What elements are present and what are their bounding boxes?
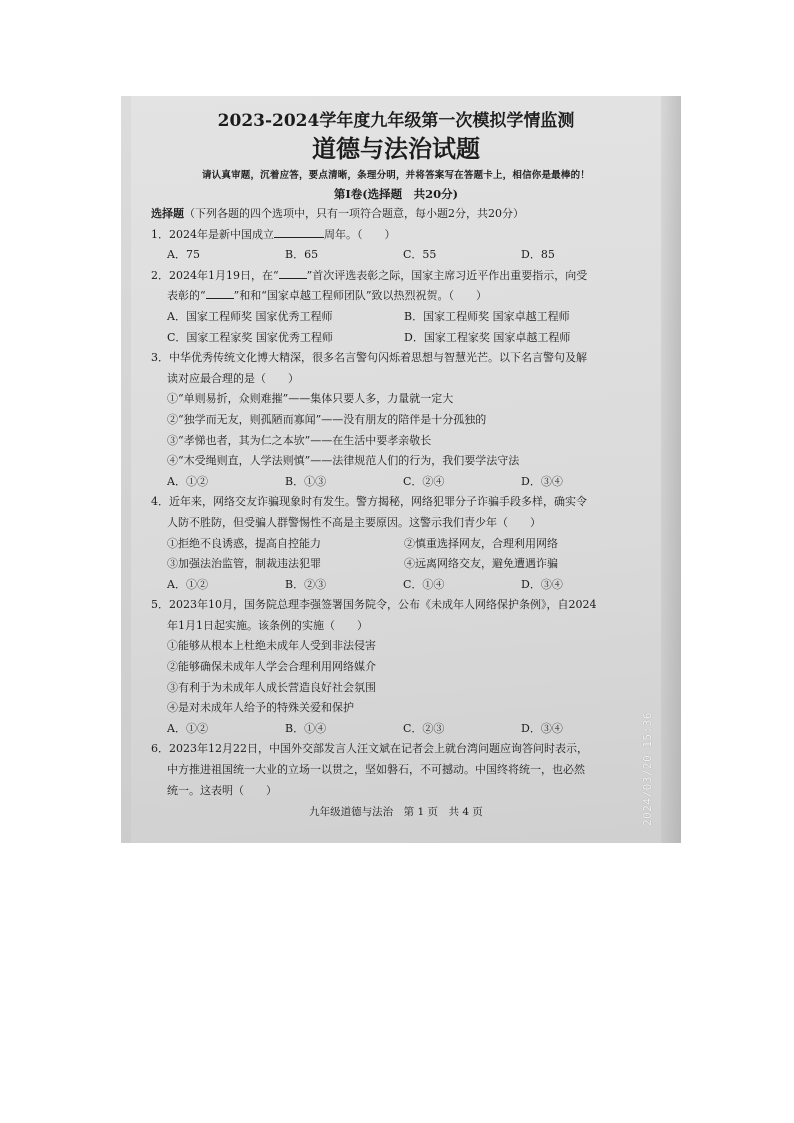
question-1 (151, 225, 641, 266)
stem-text: ”和和“国家卓越工程师团队”致以热烈祝贺。（ ） (233, 289, 487, 303)
question-stem: 4．近年来，网络交友诈骗现象时有发生。警方揭秘，网络犯罪分子诈骗手段多样，确实令 (151, 495, 587, 509)
statement-item: ④是对未成年人给予的特殊关爱和保护 (167, 701, 354, 715)
option-b: B．国家工程师奖 国家卓越工程师 (404, 309, 570, 323)
options-row (151, 328, 641, 349)
option-c: C．②④ (403, 474, 445, 488)
option-a: A．①② (167, 577, 208, 591)
question-stem: 3．中华优秀传统文化博大精深，很多名言警句闪烁着思想与智慧光芒。以下名言警句及解 (151, 351, 587, 365)
statement-item: ④“木受绳则直，人学法则慎”——法律规范人们的行为，我们要学法守法 (167, 454, 520, 468)
option-a: A．①② (167, 474, 208, 488)
answer-blank (279, 266, 307, 279)
question-stem: 年1月1日起实施。该条例的实施（ ） (167, 618, 368, 632)
photo-timestamp: 2024/03/20 15:36 (641, 712, 654, 826)
statement-item: ②能够确保未成年人学会合理利用网络媒介 (167, 660, 376, 674)
option-a: A．①② (167, 721, 208, 735)
stem-text: 2．2024年1月19日，在“ (151, 268, 279, 282)
option-d: D．③④ (521, 577, 563, 591)
section-label: 选择题 (151, 207, 184, 220)
stem-text: 表彰的“ (167, 289, 206, 303)
options-row (151, 245, 641, 266)
options-row (151, 307, 641, 328)
stem-text: ”首次评选表彰之际，国家主席习近平作出重要指示，向受 (306, 268, 588, 282)
question-stem: 统一。这表明（ ） (167, 783, 277, 797)
question-5 (151, 595, 641, 739)
subject-title: 道德与法治试题 (312, 134, 480, 163)
question-stem (151, 286, 641, 307)
question-stem (151, 266, 641, 287)
option-b: B．①③ (285, 474, 327, 488)
option-a: A．75 (167, 248, 200, 262)
part-title: 第Ⅰ卷(选择题 共20分) (333, 187, 459, 201)
option-a: A．国家工程师奖 国家优秀工程师 (167, 309, 333, 323)
statement-item: ②慎重选择网友，合理利用网络 (404, 536, 558, 550)
answer-blank (274, 225, 324, 238)
statement-item: ③有利于为未成年人成长营造良好社会氛围 (167, 680, 376, 694)
option-b: B．65 (285, 248, 319, 262)
option-d: D．85 (521, 248, 555, 262)
option-c: C．55 (403, 248, 437, 262)
statement-row (151, 554, 641, 575)
stem-text: 周年。（ ） (324, 227, 396, 241)
page-footer: 九年级道德与法治 第 1 页 共 4 页 (309, 806, 483, 818)
question-stem: 中方推进祖国统一大业的立场一以贯之，坚如磐石，不可撼动。中国终将统一，也必然 (167, 763, 585, 777)
option-c: C．②③ (403, 721, 445, 735)
instructions: 请认真审题，沉着应答，要点清晰，条理分明，并将答案写在答题卡上，相信你是最棒的！ (201, 170, 590, 181)
paper-edge-shadow (661, 96, 681, 843)
option-d: D．③④ (521, 721, 563, 735)
question-stem: 读对应最合理的是（ ） (167, 371, 299, 385)
statement-item: ③加强法治监管，制裁违法犯罪 (167, 557, 321, 571)
statement-item: ①能够从根本上杜绝未成年人受到非法侵害 (167, 639, 376, 653)
statement-item: ①拒绝不良诱惑，提高自控能力 (167, 536, 321, 550)
statement-row (151, 534, 641, 555)
question-3 (151, 348, 641, 492)
option-b: B．②③ (285, 577, 327, 591)
document-photo (121, 96, 681, 843)
statement-item: ②“独学而无友，则孤陋而寡闻”——没有朋友的陪伴是十分孤独的 (167, 412, 487, 426)
options-row (151, 575, 641, 596)
question-4 (151, 492, 641, 595)
option-c: C．①④ (403, 577, 445, 591)
option-b: B．①④ (285, 721, 327, 735)
option-d: D．国家工程家奖 国家卓越工程师 (404, 330, 571, 344)
exam-content (151, 108, 641, 801)
question-6 (151, 739, 641, 801)
question-stem: 人防不胜防，但受骗人群警惕性不高是主要原因。这警示我们青少年（ ） (167, 515, 541, 529)
section-note: （下列各题的四个选项中，只有一项符合题意，每小题2分，共20分） (184, 207, 524, 220)
answer-blank (206, 286, 234, 299)
options-row (151, 472, 641, 493)
question-stem: 5．2023年10月，国务院总理李强签署国务院令，公布《未成年人网络保护条例》，自2024 (151, 598, 597, 612)
section-intro (151, 204, 641, 225)
option-c: C．国家工程家奖 国家优秀工程师 (167, 330, 333, 344)
statement-item: ③“孝悌也者，其为仁之本欤”——在生活中要孝亲敬长 (167, 433, 432, 447)
question-stem: 6．2023年12月22日，中国外交部发言人汪文斌在记者会上就台湾问题应询答问时表示， (151, 742, 588, 756)
question-2 (151, 266, 641, 348)
option-d: D．③④ (521, 474, 563, 488)
stem-text: 1．2024年是新中国成立 (151, 227, 274, 241)
exam-title: 2023-2024学年度九年级第一次模拟学情监测 (217, 111, 575, 131)
statement-item: ④远离网络交友，避免遭遇诈骗 (404, 557, 558, 571)
options-row (151, 719, 641, 740)
exam-page (131, 96, 661, 843)
question-stem (151, 225, 641, 246)
statement-item: ①“单则易折，众则难摧”——集体只要人多，力量就一定大 (167, 392, 454, 406)
